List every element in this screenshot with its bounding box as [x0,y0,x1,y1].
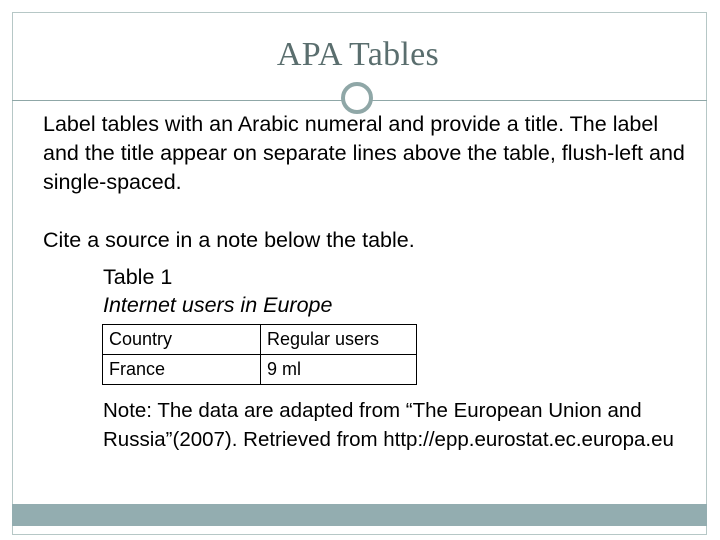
table-cell: 9 ml [261,355,417,385]
slide-title: APA Tables [276,36,440,73]
table-cell: France [103,355,261,385]
table-title: Internet users in Europe [103,293,333,317]
slide-body [43,110,693,255]
footer-bar [12,504,707,526]
table-cell: Country [103,325,261,355]
table-note: Note: The data are adapted from “The European Union and Russia”(2007). Retrieved from http://epp.eurostat.ec.europa.eu [103,399,674,451]
table-label: Table 1 [103,265,173,289]
table-row [103,325,417,355]
paragraph-cite-source: Cite a source in a note below the table. [43,228,415,252]
paragraph-label-instructions: Label tables with an Arabic numeral and provide a title. The label and the title appear on separate lines above the table, flush-left and single-spaced. [43,112,685,194]
paragraph-gap [43,197,693,226]
table-cell: Regular users [261,325,417,355]
example-table [102,324,417,385]
table-row [103,355,417,385]
